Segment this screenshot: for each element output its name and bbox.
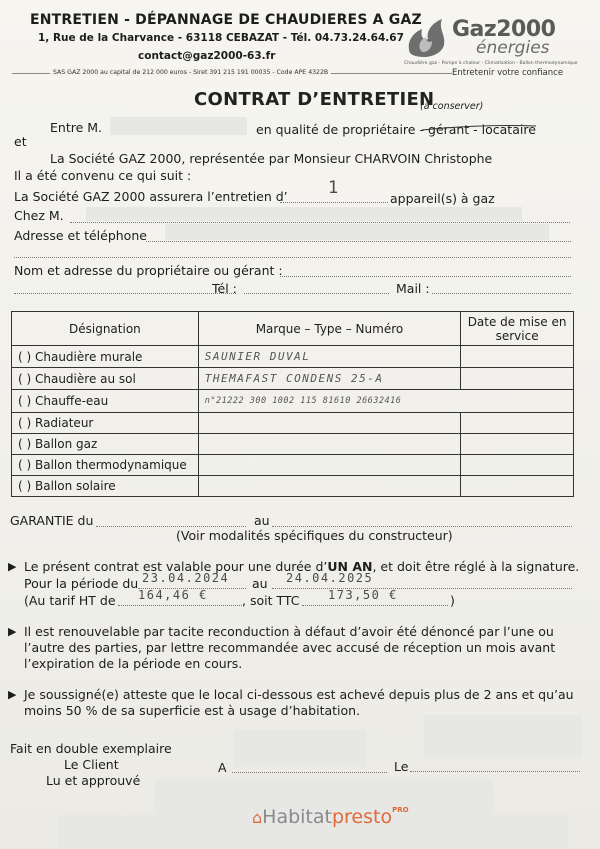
convenu-text: Il a été convenu ce qui suit : <box>14 168 192 183</box>
clause-duration: Le présent contrat est valable pour une durée d’UN AN, et doit être réglé à la signature. <box>24 559 580 574</box>
logo-wordmark: Gaz2000 <box>452 17 556 42</box>
assurera-text: La Société GAZ 2000 assurera l’entretien d’ <box>14 189 288 204</box>
table-row <box>12 346 574 368</box>
table-row <box>12 390 574 412</box>
house-icon: ⌂ <box>252 808 263 827</box>
clause-attest-1: Je soussigné(e) atteste que le local ci-dessous est achevé depuis plus de 2 ans et qu’au <box>24 687 574 702</box>
table-row <box>12 454 574 475</box>
header-designation: Désignation <box>12 312 199 346</box>
row-designation: ( ) Chaudière au sol <box>12 368 199 390</box>
header-date: Date de mise en service <box>461 312 574 346</box>
redacted-place <box>233 729 367 767</box>
flame-logo-icon <box>404 15 452 59</box>
habitatpresto-watermark: ⌂Habitatpresto$^{PRO}$ <box>252 806 409 828</box>
periode-au-value: 24.04.2025 <box>286 571 374 585</box>
row-designation: ( ) Chauffe-eau <box>12 390 199 412</box>
row-date <box>461 412 574 433</box>
equipment-table <box>11 311 574 497</box>
client-label: Le Client <box>64 757 119 772</box>
logo-subtitle: énergies <box>476 38 550 58</box>
legal-line: SAS GAZ 2000 au capital de 212 000 euros - Siret 391 215 191 00035 - Code APE 4322B <box>50 69 331 76</box>
header-marque: Marque – Type – Numéro <box>198 312 460 346</box>
company-email: contact@gaz2000-63.fr <box>138 50 276 62</box>
row-date <box>461 368 574 390</box>
garantie-note: (Voir modalités spécifiques du constructeur) <box>176 528 453 543</box>
table-row <box>12 368 574 390</box>
tel-label: Tél : <box>212 281 237 296</box>
row-designation: ( ) Chaudière murale <box>12 346 199 368</box>
row-date <box>461 433 574 454</box>
clause-attest-2: moins 50 % de sa superficie est à usage d’habitation. <box>24 703 361 718</box>
logo-tagline: Entretenir votre confiance <box>452 68 564 78</box>
table-row <box>12 412 574 433</box>
logo-services: Chaudière gaz - Pompe à chaleur - Climatisation - Ballon thermodynamique <box>404 61 578 66</box>
row-date <box>461 475 574 496</box>
bullet-icon: ▶ <box>8 560 17 573</box>
et-label: et <box>14 134 27 149</box>
le-label: Le <box>394 759 409 774</box>
garantie-label: GARANTIE du <box>10 513 94 528</box>
keep-note: (à conserver) <box>420 101 484 112</box>
bullet-icon: ▶ <box>8 625 17 638</box>
clause-renewal-3: l’expiration de la période en cours. <box>24 656 243 671</box>
row-marque: SAUNIER DUVAL <box>198 346 460 368</box>
entre-label: Entre M. <box>50 120 103 135</box>
company-address: 1, Rue de la Charvance - 63118 CEBAZAT - Tél. 04.73.24.64.67 <box>38 32 404 44</box>
chez-label: Chez M. <box>14 208 64 223</box>
garantie-au: au <box>254 513 270 528</box>
redacted-chez <box>86 207 522 221</box>
approuve-label: Lu et approuvé <box>46 773 141 788</box>
adresse-label: Adresse et téléphone <box>14 228 147 243</box>
row-date <box>461 346 574 368</box>
societe-text: La Société GAZ 2000, représentée par Monsieur CHARVOIN Christophe <box>50 151 493 166</box>
row-designation: ( ) Ballon gaz <box>12 433 199 454</box>
strike-mark <box>420 122 540 134</box>
mail-label: Mail : <box>396 281 430 296</box>
redacted-client-name <box>110 117 247 135</box>
company-title: ENTRETIEN - DÉPANNAGE DE CHAUDIERES A GAZ <box>30 12 422 28</box>
redacted-date <box>424 715 582 757</box>
clause-renewal-2: l’autre des parties, par lettre recommandée avec accusé de réception un mois avant <box>24 640 556 655</box>
row-marque <box>198 412 460 433</box>
tarif-ht-label: (Au tarif HT de <box>24 593 116 608</box>
row-marque <box>198 433 460 454</box>
table-row <box>12 475 574 496</box>
fait-text: Fait en double exemplaire <box>10 741 172 756</box>
document-title: CONTRAT D’ENTRETIEN <box>194 89 435 110</box>
close-paren: ) <box>450 593 455 608</box>
row-marque: THEMAFAST CONDENS 25-A <box>198 368 460 390</box>
appareils-text: appareil(s) à gaz <box>390 191 495 206</box>
proprio-label: Nom et adresse du propriétaire ou gérant : <box>14 263 283 278</box>
row-marque: n°21222 300 1002 115 81610 26632416 <box>198 390 573 412</box>
row-marque <box>198 475 460 496</box>
periode-du-value: 23.04.2024 <box>142 571 230 585</box>
table-row <box>12 433 574 454</box>
tarif-ttc-value: 173,50 € <box>328 588 398 602</box>
a-label: A <box>218 760 227 775</box>
row-marque <box>198 454 460 475</box>
appliance-count: 1 <box>328 178 341 198</box>
periode-au-label: au <box>252 576 268 591</box>
tarif-ht-value: 164,46 € <box>138 588 208 602</box>
row-designation: ( ) Radiateur <box>12 412 199 433</box>
qualite-text: en qualité de propriétaire - gérant - locataire <box>256 122 536 137</box>
row-designation: ( ) Ballon thermodynamique <box>12 454 199 475</box>
bullet-icon: ▶ <box>8 688 17 701</box>
tarif-ttc-label: , soit TTC <box>242 593 300 608</box>
clause-renewal-1: Il est renouvelable par tacite reconduction à défaut d’avoir été dénoncé par l’une ou <box>24 624 554 639</box>
redacted-address <box>165 224 549 240</box>
row-date <box>461 454 574 475</box>
periode-label: Pour la période du <box>24 576 139 591</box>
row-designation: ( ) Ballon solaire <box>12 475 199 496</box>
